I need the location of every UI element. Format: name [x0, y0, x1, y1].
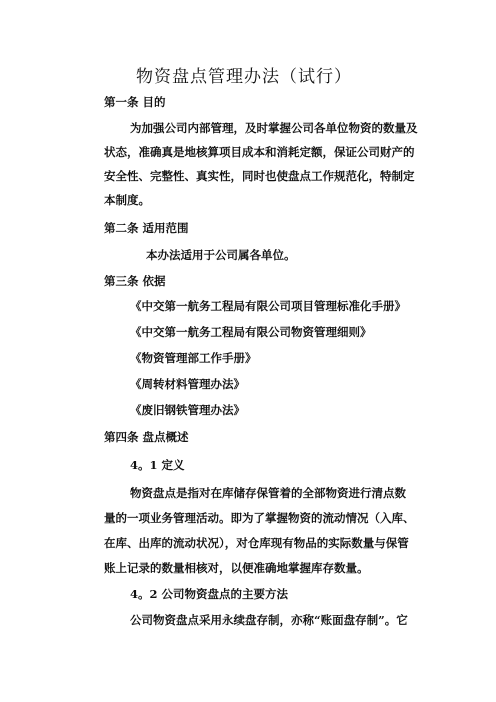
- document-title: 物资盘点管理办法（试行）: [136, 67, 352, 87]
- section-heading-overview: 第四条 盘点概述: [104, 430, 189, 444]
- paragraph-line: 量的一项业务管理活动。即为了掌握物资的流动情况（入库、: [104, 511, 415, 525]
- paragraph-line: 物资盘点是指对在库储存保管着的全部物资进行清点数: [130, 486, 406, 500]
- paragraph-line: 本制度。: [104, 193, 150, 207]
- subsection-heading-methods: 4。2 公司物资盘点的主要方法: [130, 587, 289, 601]
- paragraph-line: 在库、出库的流动状况），对仓库现有物品的实际数量与保管: [104, 536, 409, 550]
- section-heading-scope: 第二条 适用范围: [104, 221, 189, 235]
- paragraph-line: 本办法适用于公司属各单位。: [146, 248, 296, 262]
- reference-item: 《物资管理部工作手册》: [130, 351, 257, 365]
- paragraph-line: 公司物资盘点采用永续盘存制，亦称“账面盘存制”。它: [130, 613, 408, 627]
- subsection-heading-definition: 4。1 定义: [130, 458, 185, 472]
- paragraph-line: 为加强公司内部管理，及时掌握公司各单位物资的数量及: [130, 121, 418, 135]
- paragraph-line: 状态，准确真是地核算项目成本和消耗定额，保证公司财产的: [104, 145, 415, 159]
- reference-item: 《废旧钢铁管理办法》: [130, 403, 245, 417]
- section-heading-basis: 第三条 依据: [104, 274, 166, 288]
- section-heading-purpose: 第一条 目的: [104, 95, 166, 109]
- reference-item: 《中交第一航务工程局有限公司物资管理细则》: [130, 325, 372, 339]
- reference-item: 《周转材料管理办法》: [130, 377, 245, 391]
- reference-item: 《中交第一航务工程局有限公司项目管理标准化手册》: [130, 299, 406, 313]
- paragraph-line: 安全性、完整性、真实性，同时也使盘点工作规范化，特制定: [104, 169, 415, 183]
- paragraph-line: 账上记录的数量相核对，以便准确地掌握库存数量。: [104, 561, 369, 575]
